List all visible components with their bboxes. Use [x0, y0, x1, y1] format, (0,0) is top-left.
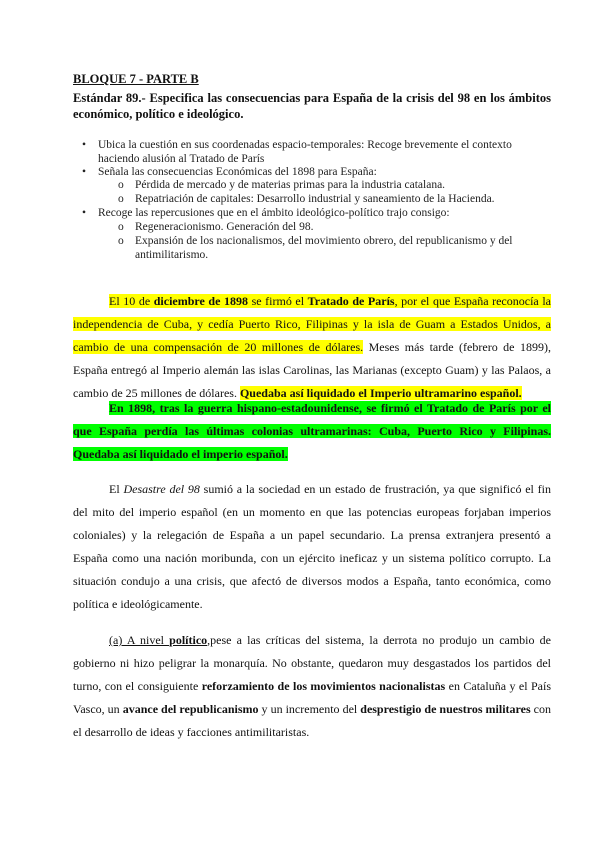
- guide-subitem-text: Regeneracionismo. Generación del 98.: [135, 221, 314, 233]
- bullet-icon: •: [82, 139, 87, 151]
- guide-subitem: [118, 193, 555, 207]
- paragraph-treaty-paris: El 10 de diciembre de 1898 se firmó el Tratado de París, por el que España reconocía la independencia de Cuba, y cedía Puerto Rico, Filipinas y la isla de Guam a Estados Unidos, a cambio de una compensación de 20 millones de dólares. Meses más tarde (febrero de 1899), España entregó al Imperio alemán las islas Carolinas, las Marianas (excepto Guam) y las Palaos, a cambio de 25 millones de dólares. Quedaba así liquidado el Imperio ultramarino español.: [73, 294, 551, 400]
- paragraph-political: (a) A nivel político,pese a las críticas del sistema, la derrota no produjo un cambio de gobierno ni hizo peligrar la monarquía. No obstante, quedaron muy desgastados los partidos del turno, con el consiguiente reforzamiento de los movimientos nacionalistas en Cataluña y el País Vasco, un avance del republicanismo y un incremento del desprestigio de nuestros militares con el desarrollo de ideas y facciones antimilitaristas.: [73, 633, 552, 739]
- guide-bullet-3: [82, 207, 553, 221]
- guide-subitem: [118, 179, 555, 193]
- bullet-icon: •: [82, 207, 87, 219]
- guide-subitem-text: Expansión de los nacionalismos, del movimiento obrero, del republicanismo y del antimilitarismo.: [135, 235, 513, 261]
- bullet-icon: •: [82, 166, 87, 178]
- block-title: BLOQUE 7 - PARTE B: [73, 72, 199, 86]
- guide-subitem-text: Pérdida de mercado y de materias primas para la industria catalana.: [135, 179, 446, 191]
- guide-subitem: [118, 235, 555, 262]
- hollow-bullet-icon: o: [118, 193, 124, 205]
- paragraph-desastre: El Desastre del 98 sumió a la sociedad en un estado de frustración, ya que significó el fin del mito del imperio español (en un momento en que las potencias europeas forjaban imperios coloniales) y la relegación de España a un papel secundario. La prensa extranjera presentó a España como una nación moribunda, con un ejército ineficaz y un sistema político corrupto. La situación condujo a una crisis, que afectó de diversos modos a España, tanto económica, como política e ideológicamente.: [73, 482, 551, 611]
- guide-bullet-text: Recoge las repercusiones que en el ámbito ideológico-político trajo consigo:: [98, 207, 450, 219]
- guide-bullet-1: [82, 139, 553, 166]
- standard-statement: Estándar 89.- Especifica las consecuencias para España de la crisis del 98 en los ámbitos económico, político e ideológico.: [73, 91, 551, 121]
- paragraph-summary-highlight: En 1898, tras la guerra hispano-estadounidense, se firmó el Tratado de París por el que España perdía las últimas colonias ultramarinas: Cuba, Puerto Rico y Filipinas. Quedaba así liquidado el imperio español.: [73, 401, 551, 461]
- guide-subitem-text: Repatriación de capitales: Desarrollo industrial y saneamiento de la Hacienda.: [135, 193, 495, 205]
- guide-bullet-2: [82, 166, 553, 180]
- hollow-bullet-icon: o: [118, 235, 124, 247]
- guide-subitem: [118, 221, 555, 235]
- guide-bullet-text: Ubica la cuestión en sus coordenadas espacio-temporales: Recoge brevemente el contexto haciendo alusión al Tratado de París: [98, 139, 512, 165]
- hollow-bullet-icon: o: [118, 179, 124, 191]
- hollow-bullet-icon: o: [118, 221, 124, 233]
- guide-bullet-text: Señala las consecuencias Económicas del 1898 para España:: [98, 166, 377, 178]
